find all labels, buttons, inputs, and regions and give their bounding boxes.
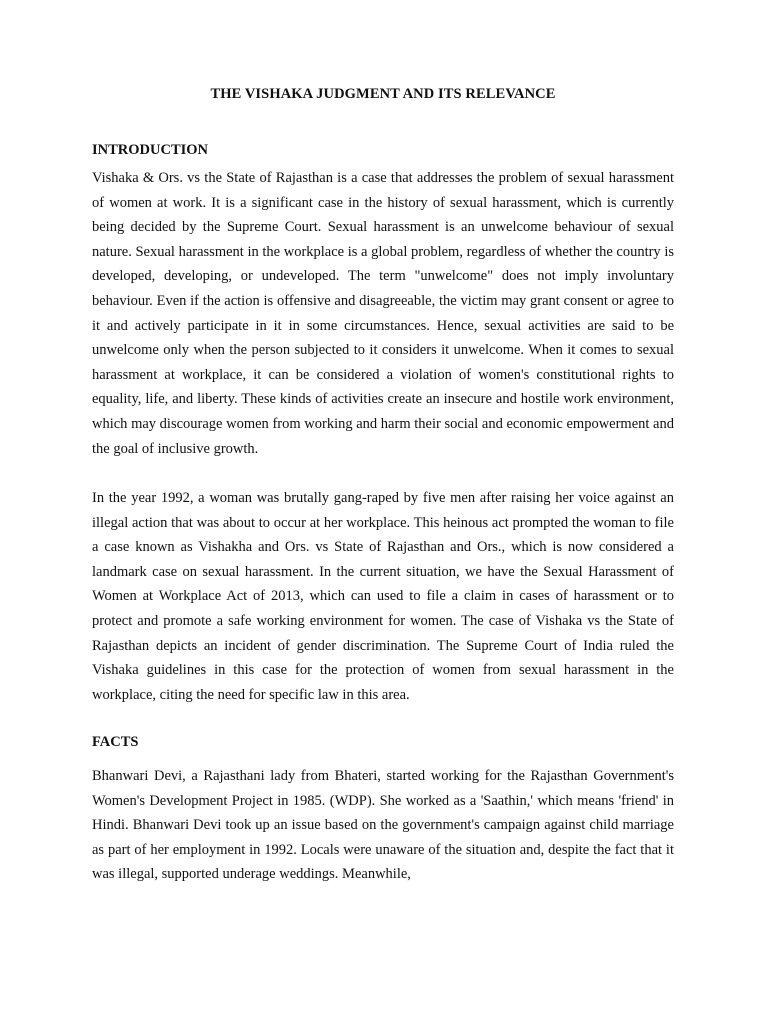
document-page <box>92 0 674 1024</box>
introduction-paragraph-2: In the year 1992, a woman was brutally gang-raped by five men after raising her voice against an illegal action that was about to occur at her workplace. This heinous act prompted the woman to file a case known as Vishakha and Ors. vs State of Rajasthan and Ors., which is now considered a landmark case on sexual harassment. In the current situation, we have the Sexual Harassment of Women at Workplace Act of 2013, which can used to file a claim in cases of harassment or to protect and promote a safe working environment for women. The case of Vishaka vs the State of Rajasthan depicts an incident of gender discrimination. The Supreme Court of India ruled the Vishaka guidelines in this case for the protection of women from sexual harassment in the workplace, citing the need for specific law in this area. <box>92 490 674 703</box>
document-title: THE VISHAKA JUDGMENT AND ITS RELEVANCE <box>210 86 556 102</box>
section-heading-facts: FACTS <box>92 734 139 750</box>
facts-paragraph-1: Bhanwari Devi, a Rajasthani lady from Bhateri, started working for the Rajasthan Government's Women's Development Project in 1985. (WDP). She worked as a 'Saathin,' which means 'friend' in Hindi. Bhanwari Devi took up an issue based on the government's campaign against child marriage as part of her employment in 1992. Locals were unaware of the situation and, despite the fact that it was illegal, supported underage weddings. Meanwhile, <box>92 768 674 883</box>
section-heading-introduction: INTRODUCTION <box>92 142 209 158</box>
introduction-paragraph-1: Vishaka & Ors. vs the State of Rajasthan is a case that addresses the problem of sexual harassment of women at work. It is a significant case in the history of sexual harassment, which is currently being decided by the Supreme Court. Sexual harassment is an unwelcome behaviour of sexual nature. Sexual harassment in the workplace is a global problem, regardless of whether the country is developed, developing, or undeveloped. The term "unwelcome" does not imply involuntary behaviour. Even if the action is offensive and disagreeable, the victim may grant consent or agree to it and actively participate in it in some circumstances. Hence, sexual activities are said to be unwelcome only when the person subjected to it considers it unwelcome. When it comes to sexual harassment at workplace, it can be considered a violation of women's constitutional rights to equality, life, and liberty. These kinds of activities create an insecure and hostile work environment, which may discourage women from working and harm their social and economic empowerment and the goal of inclusive growth. <box>92 170 674 457</box>
